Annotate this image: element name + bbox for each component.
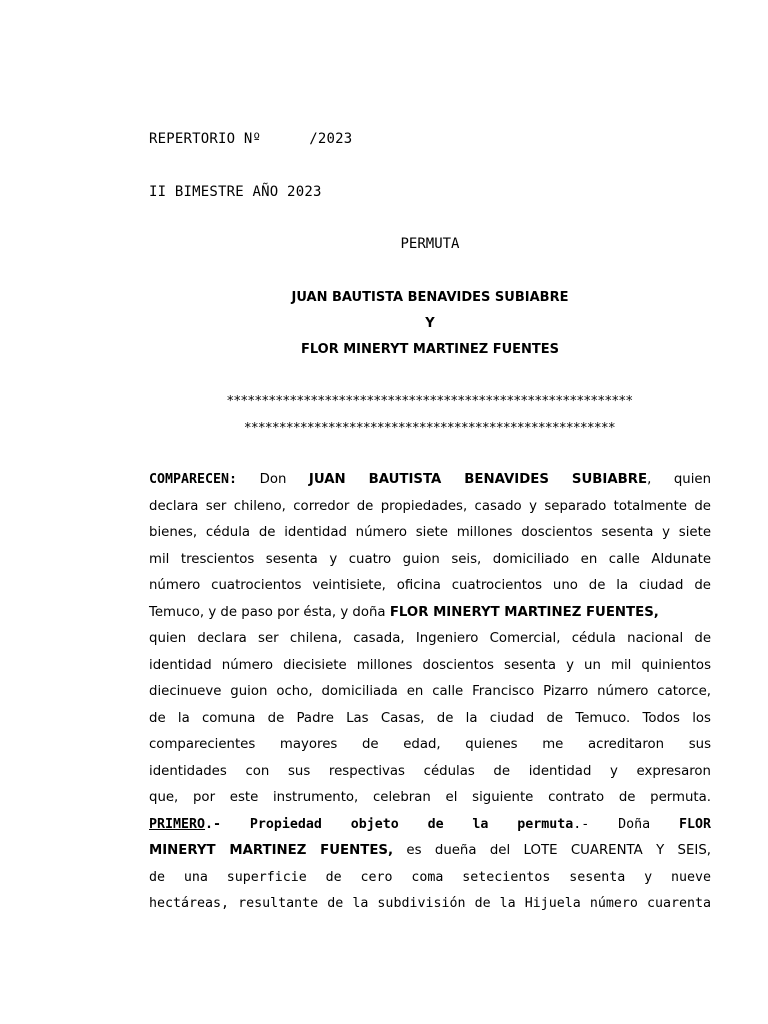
party-2-inline: FLOR MINERYT MARTINEZ FUENTES,	[389, 604, 659, 620]
body-line: hectáreas, resultante de la subdivisión de la Hijuela número cuarenta	[149, 896, 711, 911]
body-line: de una superficie de cero coma setecientos sesenta y nueve	[149, 869, 711, 885]
body-line: declara ser chileno, corredor de propiedades, casado y separado totalmente de	[149, 498, 711, 514]
body-text: , quien	[647, 472, 711, 487]
body-line: bienes, cédula de identidad número siete millones doscientos sesenta y siete	[149, 525, 711, 540]
body-line: diecinueve guion ocho, domiciliada en calle Francisco Pizarro número catorce,	[149, 684, 711, 699]
body-text: Temuco, y de paso por ésta, y doña	[149, 604, 390, 620]
party-2-inline: MINERYT MARTINEZ FUENTES,	[149, 843, 394, 858]
separator-line-1: **********************************************************	[227, 394, 633, 409]
repertorio-label: REPERTORIO Nº	[149, 131, 262, 147]
body-line	[149, 600, 711, 627]
party-1-name: JUAN BAUTISTA BENAVIDES SUBIABRE	[291, 290, 569, 305]
body-line: de la comuna de Padre Las Casas, de la ciudad de Temuco. Todos los	[149, 710, 711, 726]
body-line: identidad número diecisiete millones doscientos sesenta y un mil quinientos	[149, 657, 711, 673]
bimestre-line: II BIMESTRE AÑO 2023	[149, 184, 322, 200]
body-line	[149, 812, 711, 839]
party-connector: Y	[425, 316, 435, 331]
document-type-title: PERMUTA	[400, 236, 460, 252]
clause-title: Propiedad objeto de la permuta	[249, 816, 574, 832]
comparecen-heading: COMPARECEN:	[149, 472, 238, 487]
body-line: comparecientes mayores de edad, quienes me acreditaron sus	[149, 737, 711, 752]
party-1-inline: JUAN BAUTISTA BENAVIDES SUBIABRE	[308, 472, 648, 487]
body-text: es dueña del LOTE CUARENTA Y SEIS,	[393, 843, 711, 858]
body-line	[149, 838, 711, 865]
body-text: Don	[237, 472, 309, 487]
repertorio-line	[149, 131, 352, 147]
primero-heading: PRIMERO	[149, 816, 206, 832]
body-text: FLOR	[678, 816, 711, 832]
body-line: identidades con sus respectivas cédulas de identidad y expresaron	[149, 763, 711, 779]
body-line: número cuatrocientos veintisiete, oficina cuatrocientos uno de la ciudad de	[149, 578, 711, 593]
body-text: .- Doña	[573, 816, 679, 832]
party-2-name: FLOR MINERYT MARTINEZ FUENTES	[300, 342, 560, 357]
repertorio-year: /2023	[309, 131, 353, 147]
body-line: quien declara ser chilena, casada, Ingeniero Comercial, cédula nacional de	[149, 631, 711, 646]
body-line: que, por este instrumento, celebran el siguiente contrato de permuta.	[149, 790, 711, 805]
document-body	[149, 467, 711, 918]
body-line	[149, 467, 711, 494]
body-text: .-	[205, 816, 250, 832]
body-line: mil trescientos sesenta y cuatro guion seis, domiciliado en calle Aldunate	[149, 551, 711, 567]
separator-line-2: *****************************************************	[244, 421, 616, 436]
